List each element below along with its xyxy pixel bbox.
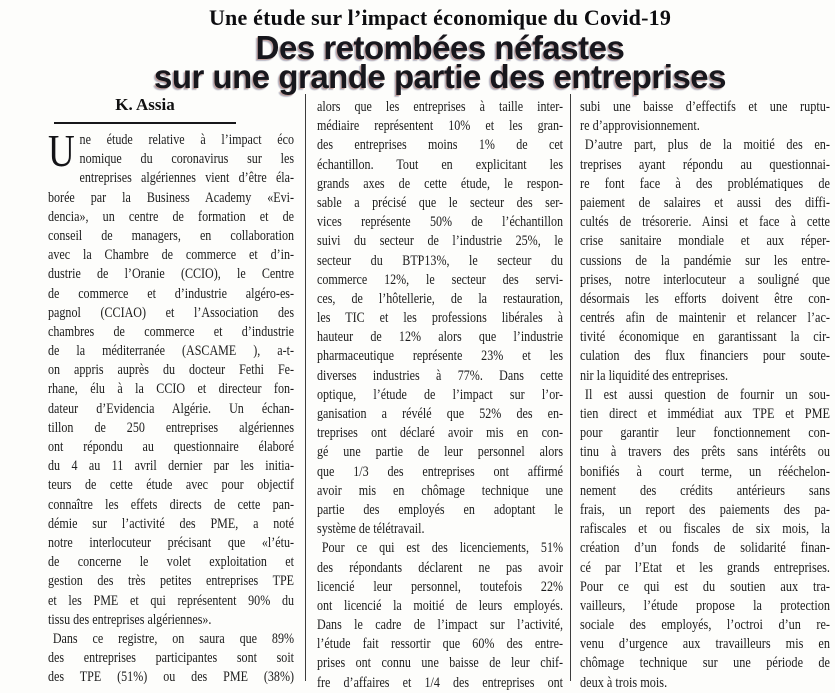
headline-line-2: sur une grande partie des entreprises [153, 58, 727, 95]
column-text-1 [48, 125, 295, 687]
text-line: ont licencié la moitié de leurs employés. [317, 597, 564, 614]
text-line: Il est aussi question de fournir un sou- [584, 386, 831, 403]
text-line: chômage technique sur une période de [580, 655, 831, 672]
article-column-2 [305, 94, 564, 691]
text-line: tien direct et immédiat aux TPE et PME [580, 406, 831, 422]
text-line: frais, un report des paiements des pa- [580, 501, 831, 518]
main-headline [48, 29, 832, 95]
kicker-headline: Une étude sur l’impact économique du Covid-19 [208, 5, 672, 30]
text-line: des TPE (51%) ou des PME (38%) [48, 669, 295, 686]
text-line: venu d’urgence aux travailleurs mis en [580, 636, 831, 653]
text-line: rafiscales et ou fiscales de six mois, la [580, 521, 831, 538]
text-line: de la méditerranée (ASCAME ), a-t- [48, 343, 295, 360]
headline-line-1: Des retombées néfastes [255, 29, 625, 66]
drop-cap: U [48, 125, 75, 176]
text-line: tivité économique en garantissant la cir- [580, 329, 831, 346]
text-line: fre d’affaires et 1/4 des entreprises ont [317, 674, 564, 691]
text-line: prises ont connu une baisse de leur chif- [317, 655, 564, 672]
text-line: subi une baisse d’effectifs et une ruptu- [580, 99, 831, 115]
text-line: hauteur de 12% alors que l’industrie [317, 329, 564, 346]
text-line: re d’approvisionnement. [580, 118, 700, 135]
column-text-3 [580, 98, 830, 693]
byline: K. Assia [115, 95, 175, 114]
text-line: teurs de cette étude avec pour objectif [48, 477, 295, 494]
text-line: nement des crédits antérieurs sans [580, 482, 831, 499]
text-line: des entreprises participantes sont soit [48, 650, 295, 667]
text-line: des répondants déclarent ne pas avoir [317, 559, 564, 576]
text-line: diverses industries à 77%. Dans cette [317, 367, 564, 384]
text-line: cultés de trésorerie. Ainsi et face à cette [580, 214, 831, 231]
text-line: vices représente 50% de l’échantillon [317, 214, 564, 231]
text-line: Pour ce qui est du soutien aux tra- [580, 578, 831, 595]
text-line: pharmaceutique représente 23% et les [317, 348, 564, 365]
text-line: optique, l’étude de l’impact sur l’or- [317, 386, 564, 403]
text-line: cé par l’Etat et les grands entreprises. [580, 559, 831, 576]
text-line: ne étude relative à l’impact éco [79, 132, 295, 148]
text-line: les TIC et les professions libérales à [317, 310, 564, 327]
text-line: entreprises algériennes vient d’être éla- [79, 170, 295, 187]
text-line: licencié leur personnel, toutefois 22% [317, 578, 564, 595]
text-line: que 1/3 des entreprises ont affirmé [317, 463, 564, 480]
text-line: vailleurs, l’étude propose la protection [580, 597, 831, 614]
text-line: commerce 12%, le secteur des servi- [317, 271, 564, 288]
text-line: treprises ont déclaré avoir mis en con- [317, 425, 564, 442]
text-line: nomique du coronavirus sur les [79, 151, 295, 168]
text-line: grands axes de cette étude, le respon- [317, 175, 564, 192]
text-line: conseil de managers, en collaboration [48, 227, 295, 244]
text-line: suivi du secteur de l’industrie 25%, le [317, 233, 564, 250]
text-line: gé une partie de leur personnel alors [317, 444, 564, 461]
text-line: prises, notre interlocuteur a souligné que [580, 271, 831, 288]
text-line: re font face à des problématiques de [580, 175, 831, 192]
text-line: système de télétravail. [317, 521, 425, 538]
text-line: crise sanitaire mondiale et aux réper- [580, 233, 831, 250]
text-line: démie sur l’activité des PME, a noté [48, 515, 295, 532]
text-line: on appris auprès du docteur Fethi Fe- [48, 362, 295, 379]
text-line: avoir mis en chômage technique une [317, 482, 564, 499]
text-line: D’autre part, plus de la moitié des en- [584, 137, 831, 154]
text-line: nir la liquidité des entreprises. [580, 367, 729, 384]
text-line: partie des employés en adoptant le [317, 501, 564, 518]
text-line: sable a précisé que le secteur des ser- [317, 194, 564, 211]
text-line: l’étude fait ressortir que 60% des entre- [317, 636, 564, 653]
text-line: secteur du BTP13%, le secteur du [317, 252, 564, 269]
text-line: alors que les entreprises à taille inter- [317, 99, 564, 115]
byline-block [54, 95, 236, 124]
text-line: rhane, élu à la CCIO et directeur fon- [48, 381, 295, 398]
text-line: cussions de la pandémie sur les entre- [580, 252, 831, 269]
text-line: tissu des entreprises algériennes». [48, 611, 212, 628]
article-columns [48, 94, 832, 691]
text-line: pour garantir leur fonctionnement con- [580, 425, 831, 442]
text-line: dateur d’Evidencia Algérie. Un échan- [48, 400, 295, 417]
text-line: deux à trois mois. [580, 674, 668, 691]
article-column-3 [570, 94, 831, 691]
text-line: médiaire représentent 10% et les gran- [317, 118, 564, 135]
text-line: chambres de commerce et d’industrie [48, 323, 295, 340]
text-line: et les PME et qui représentent 90% du [48, 592, 295, 609]
text-line: treprises ayant répondu au questionnai- [580, 156, 831, 173]
text-line: Dans le cadre de l’impact sur l’activité, [317, 617, 564, 634]
text-line: dustrie de l’Oranie (CCIO), le Centre [48, 266, 295, 283]
text-line: du 4 au 11 avril dernier par les initia- [48, 458, 295, 475]
text-line: création d’un fonds de solidarité finan- [580, 540, 831, 557]
text-line: Dans ce registre, on saura que 89% [52, 630, 295, 647]
text-line: notre interlocuteur précisant que «l’étu- [48, 534, 295, 551]
text-line: avec la Chambre de commerce et d’in- [48, 247, 295, 264]
text-line: connaître les effets directs de cette pan- [48, 496, 295, 513]
text-line: ganisation a révélé que 52% des en- [317, 406, 564, 422]
text-line: Pour ce qui est des licenciements, 51% [321, 540, 564, 557]
text-line: dencia», un centre de formation et de [48, 208, 295, 225]
text-line: échantillon. Tout en explicitant les [317, 156, 564, 173]
text-line: des entreprises moins 1% de cet [317, 137, 564, 154]
text-line: de concerne le volet exploitation et [48, 554, 295, 571]
text-line: ont répondu au questionnaire élaboré [48, 439, 295, 455]
text-line: sociale des employés, l’octroi d’un re- [580, 617, 831, 634]
text-line: gestion des très petites entreprises TPE [48, 573, 295, 590]
text-line: borée par la Business Academy «Evi- [48, 189, 295, 206]
article-column-1 [48, 94, 295, 686]
text-line: ces, de l’hôtellerie, de la restauration, [317, 290, 564, 307]
text-line: paiement de salaires et aussi des diffi- [580, 194, 831, 211]
text-line: de commerce et d’industrie algéro-es- [48, 285, 295, 302]
text-line: bonifiés à court terme, un rééchelon- [580, 463, 831, 480]
text-line: tillon de 250 entreprises algériennes [48, 419, 295, 436]
text-line: désormais les efforts doivent être con- [580, 290, 831, 307]
text-line: culation des flux financiers pour soute- [580, 348, 831, 365]
column-text-2 [317, 98, 563, 693]
text-line: centrés afin de maintenir et relancer l’ac- [580, 310, 831, 327]
text-line: pagnol (CCIAO) et l’Association des [48, 304, 295, 321]
text-line: tinu à travers des prêts sans intérêts ou [580, 444, 831, 461]
